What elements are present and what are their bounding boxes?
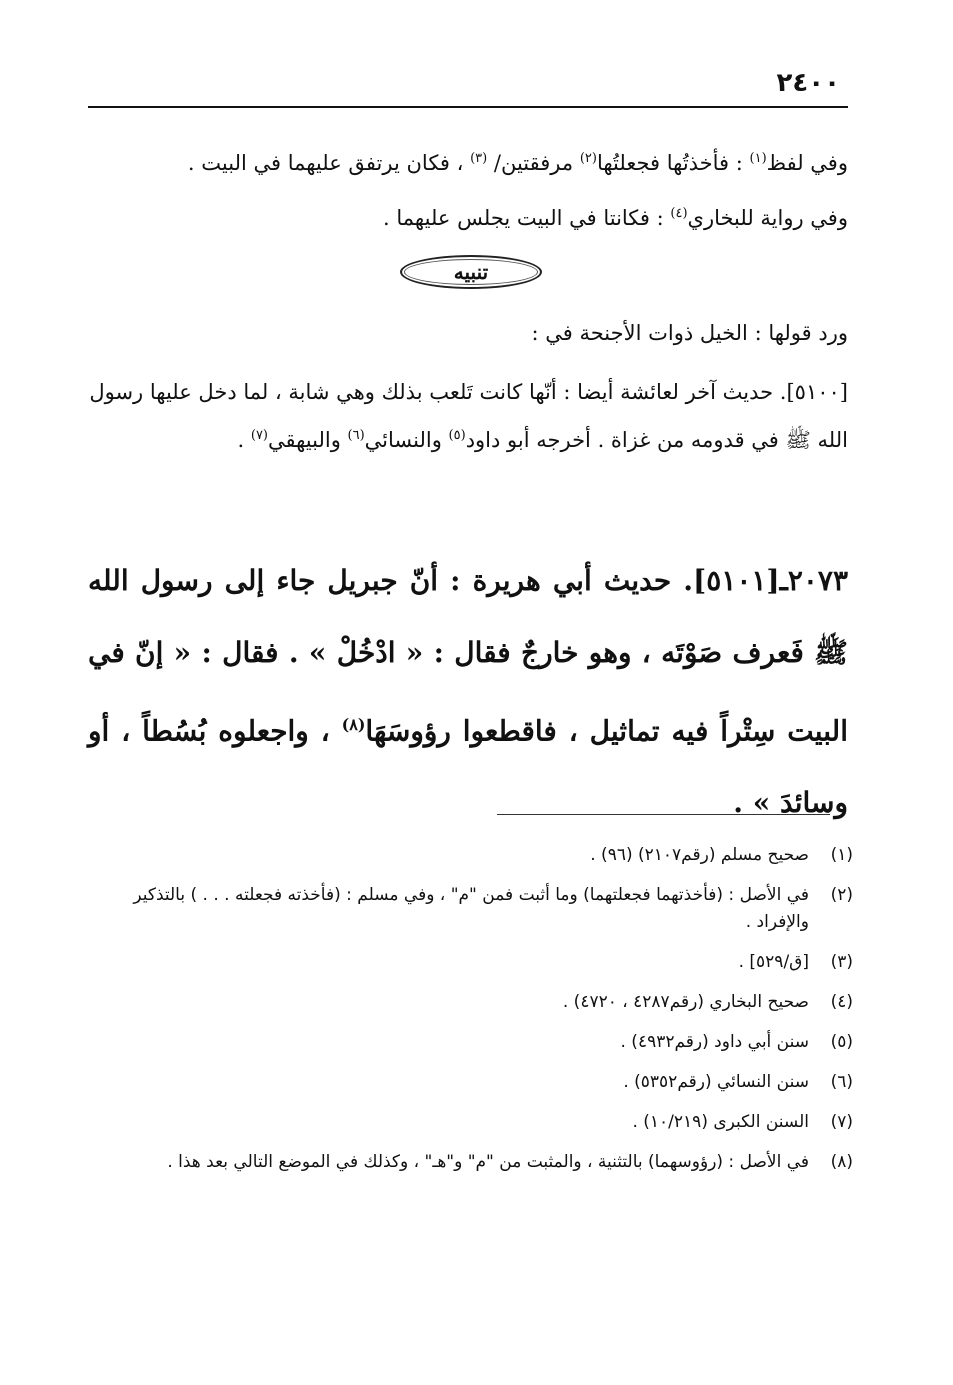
footnote-text: في الأصل : (رؤوسهما) بالتثنية ، والمثبت من "م" و"هـ" ، وكذلك في الموضع التالي بعد هذا . bbox=[167, 1152, 809, 1172]
footnote-ref[interactable]: (٨) bbox=[341, 715, 366, 734]
footnote-separator bbox=[497, 814, 830, 815]
footnote-text: السنن الكبرى (١٠/٢١٩) . bbox=[632, 1112, 809, 1132]
hadith-2073 bbox=[88, 545, 848, 839]
footnote-ref[interactable]: (٣) bbox=[470, 151, 488, 166]
footnote-number: (٤) bbox=[830, 992, 853, 1012]
text-run: ٢٠٧٣ـ[٥١٠١]. حديث أبي هريرة : أنّ جبريل جاء إلى رسول الله ﷺ فَعرف صَوْتَه ، وهو خارجٌ فقال : « ادْخُلْ » . فقال : « إنّ في البيت سِتْراً فيه تماثيل ، فاقطعوا رؤوسَهَا bbox=[88, 564, 848, 748]
footnote-text: [ق/٥٢٩] . bbox=[738, 952, 809, 972]
footnote-ref[interactable]: (٦) bbox=[347, 428, 365, 443]
footnote-number: (١) bbox=[830, 845, 853, 865]
footnote-ref[interactable]: (٤) bbox=[670, 206, 688, 221]
footnote-text: في الأصل : (فأخذتهما فجعلتهما) وما أثبت فمن "م" ، وفي مسلم : (فأخذته فجعلته . . . ) بالتذكير والإفراد . bbox=[133, 885, 809, 932]
body-line-1 bbox=[88, 146, 848, 176]
footnote-item bbox=[88, 989, 853, 1016]
footnote-item bbox=[88, 949, 853, 976]
footnote-number: (٧) bbox=[830, 1112, 853, 1132]
text-run: : فأخذتُها فجعلتُها bbox=[596, 151, 750, 175]
footnote-ref[interactable]: (٢) bbox=[579, 151, 597, 166]
footnote-item bbox=[88, 882, 853, 936]
text-run: ، واجعلوه بُسُطاً ، أو وسائدَ » . bbox=[88, 714, 848, 820]
footnote-number: (٥) bbox=[830, 1032, 853, 1052]
body-line-2 bbox=[88, 201, 848, 231]
text-run: [٥١٠٠]. حديث آخر لعائشة أيضا : أنّها كانت تَلعب بذلك وهي شابة ، لما دخل عليها رسول الله ﷺ في قدومه من غزاة . أخرجه أبو داود bbox=[89, 380, 848, 452]
footnote-ref[interactable]: (٧) bbox=[250, 428, 268, 443]
text-run: وفي رواية للبخاري bbox=[687, 206, 848, 230]
footnote-item bbox=[88, 1029, 853, 1056]
footnote-item bbox=[88, 842, 853, 869]
header-rule bbox=[88, 106, 848, 108]
page-number: ٢٤٠٠ bbox=[776, 68, 840, 98]
text-run: ، فكان يرتفق عليهما في البيت . bbox=[187, 151, 471, 175]
footnote-text: صحيح مسلم (رقم٢١٠٧) (٩٦) . bbox=[590, 845, 809, 865]
footnote-text: سنن النسائي (رقم٥٣٥٢) . bbox=[623, 1072, 809, 1092]
footnote-text: سنن أبي داود (رقم٤٩٣٢) . bbox=[620, 1032, 809, 1052]
text-run: مرفقتين/ bbox=[487, 151, 580, 175]
text-run: : فكانتا في البيت يجلس عليهما . bbox=[383, 206, 671, 230]
text-run: والبيهقي bbox=[268, 428, 348, 452]
tanbih-heading: تنبيه bbox=[400, 255, 542, 289]
footnote-number: (٣) bbox=[830, 952, 853, 972]
body-line-3: ورد قولها : الخيل ذوات الأجنحة في : bbox=[531, 321, 848, 345]
text-run: والنسائي bbox=[364, 428, 449, 452]
footnote-item bbox=[88, 1109, 853, 1136]
footnote-ref[interactable]: (١) bbox=[749, 151, 767, 166]
footnote-ref[interactable]: (٥) bbox=[448, 428, 466, 443]
footnote-number: (٦) bbox=[830, 1072, 853, 1092]
footnotes bbox=[88, 842, 853, 1189]
footnote-item bbox=[88, 1069, 853, 1096]
text-run: . bbox=[237, 428, 251, 452]
footnote-text: صحيح البخاري (رقم٤٢٨٧ ، ٤٧٢٠) . bbox=[562, 992, 809, 1012]
body-paragraph-5100 bbox=[88, 370, 848, 462]
text-run: وفي لفظ bbox=[766, 151, 848, 175]
footnote-number: (٢) bbox=[830, 885, 853, 905]
footnote-item bbox=[88, 1149, 853, 1176]
footnote-number: (٨) bbox=[830, 1152, 853, 1172]
